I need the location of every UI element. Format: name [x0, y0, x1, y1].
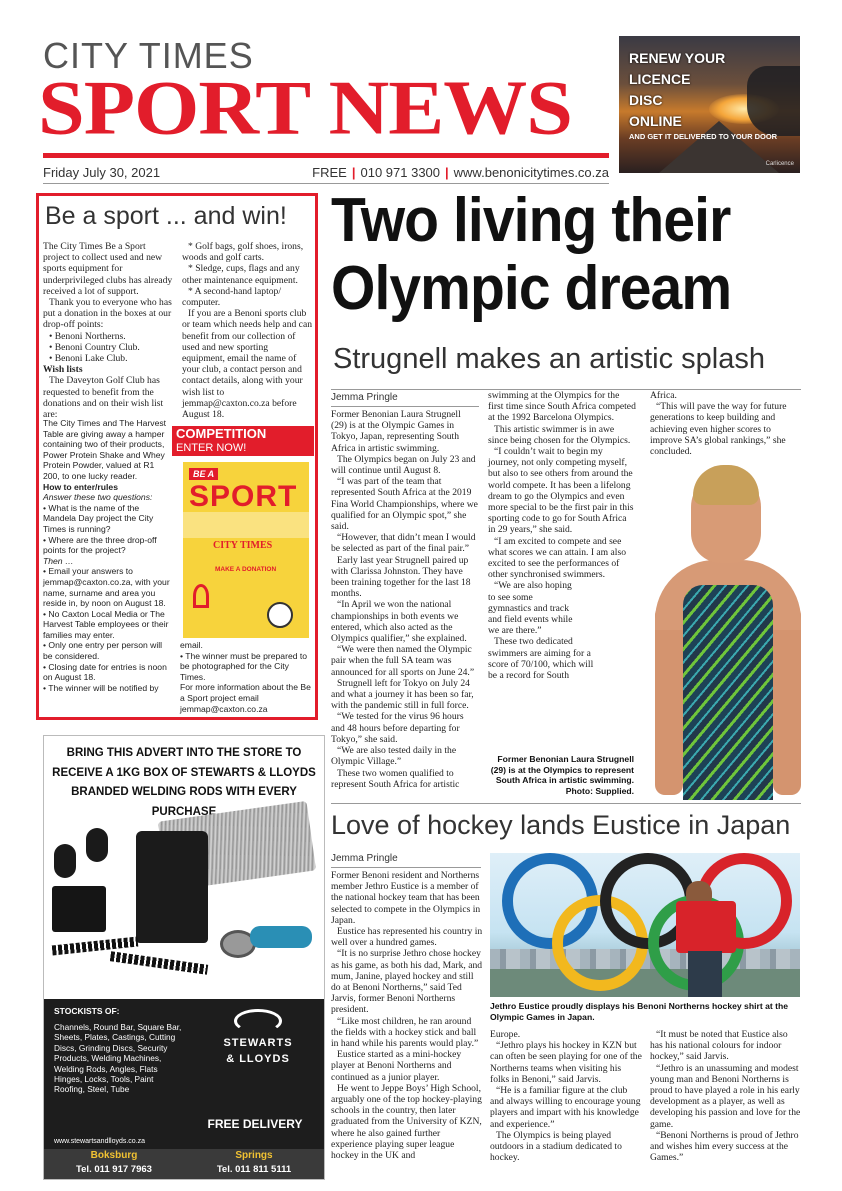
swimmer-arm [773, 605, 801, 795]
rule: • The winner will be notified by [43, 682, 159, 693]
stewarts-website[interactable]: www.stewartsandlloyds.co.za [54, 1138, 146, 1145]
stewarts-ad-header-line: BRANDED WELDING RODS WITH EVERY PURCHASE [71, 786, 297, 818]
remote-icon [54, 844, 76, 878]
hockey-caption: Jethro Eustice proudly displays his Benoni Northerns hockey shirt at the Olympic Games in Japan. [490, 1001, 788, 1022]
website-link[interactable]: www.benonicitytimes.co.za [453, 165, 609, 180]
stewarts-ad-header-line: BRING THIS ADVERT INTO THE STORE TO [66, 747, 302, 759]
paragraph: The Daveyton Golf Club has requested to benefit from the donations and on their wish list are: [43, 375, 164, 421]
stewarts-logo-line2: & LLOYDS [226, 1053, 290, 1065]
soccer-ball-icon [267, 602, 293, 628]
free-delivery-label: FREE DELIVERY [207, 1117, 303, 1131]
answer-questions-label: Answer these two questions: [43, 492, 153, 503]
rule: • The winner must be prepared to be photographed for the City Times. [180, 650, 308, 682]
paragraph: Eustice started as a mini-hockey player at Benoni Northerns and continued as a junior player. [331, 1049, 462, 1083]
branch-name: Boksburg [90, 1150, 138, 1161]
licence-ad-line: ONLINE [629, 113, 682, 129]
competition-intro: The City Times and The Harvest Table are giving away a hamper containing two of their products, Power Protein Shake and Whey Protein Powder, valued at R1 200, to one lucky reader. [43, 418, 167, 481]
paragraph: “I was part of the team that represented South Africa at the 2019 Fina World Championships, where we qualified for an Olympic spot,” she said. [331, 476, 478, 533]
wish-item: * A second-hand laptop/ computer. [182, 285, 281, 309]
wish-item: * Golf bags, golf shoes, irons, woods and golf carts. [182, 241, 304, 264]
paragraph: “We are also tested daily in the Olympic Village.” [331, 745, 457, 768]
licence-ad-line: RENEW YOUR [629, 50, 726, 66]
branch-boksburg [44, 1149, 184, 1177]
swimmer-hair [693, 465, 759, 505]
paragraph: These two dedicated swimmers are aiming for a score of 70/100, which will be a record for South [488, 636, 594, 682]
competition-banner [172, 426, 314, 456]
story1-byline: Jemma Pringle [331, 392, 398, 403]
paragraph: “We are also hoping to see some gymnastics and track and field events while we are there.” [488, 580, 573, 637]
stewarts-logo [204, 1009, 312, 1089]
paragraph: “He is a familiar figure at the club and always willing to encourage young players and impart with his knowledge and experience.” [490, 1085, 641, 1130]
story1-col2 [488, 390, 636, 681]
masthead-city-times: CITY TIMES [43, 35, 254, 76]
dateline: Friday July 30, 2021 FREE | 010 971 3300 | www.benonicitytimes.co.za [43, 165, 609, 180]
paragraph: The City Times Be a Sport project to collect used and new sports equipment for underprivileged clubs has already received a lot of support. [43, 241, 173, 297]
car-graphic [747, 66, 800, 136]
waterfront [490, 969, 800, 997]
branch-bar [44, 1149, 324, 1179]
branch-springs [184, 1149, 324, 1177]
paragraph: He went to Jeppe Boys’ High School, arguably one of the top hockey-playing schools in the country, then later graduated from the University of KZN, where he also gained further experience playing super league hockey in the UK and [331, 1082, 482, 1162]
main-headline [331, 187, 763, 323]
story2-deck: Love of hockey lands Eustice in Japan [331, 810, 791, 840]
paragraph: This artistic swimmer is in awe since being chosen for the Olympics. [488, 423, 631, 446]
paragraph: “Jethro is an unassuming and modest young man and Benoni Northerns is proud to have played a role in his early development as a player, as well as developing his passion and love for the game. [650, 1062, 801, 1130]
byline-rule [331, 867, 481, 868]
story2-col2 [490, 1029, 642, 1163]
rule: • No Caxton Local Media or The Harvest Table employees or their families may enter. [43, 608, 169, 640]
paragraph: Former Benonian Laura Strugnell (29) is at the Olympic Games in Tokyo, Japan, representing South Africa in artistic swimming. [331, 409, 461, 454]
paragraph: Europe. [490, 1029, 521, 1040]
paragraph: Former Benoni resident and Northerns member Jethro Eustice is a member of the national hockey team that has been selected to compete in the Olympics in Japan. [331, 870, 481, 926]
poster-strip [183, 512, 309, 538]
licence-ad-line: LICENCE [629, 71, 691, 87]
paragraph: Thank you to everyone who has put a donation in the boxes at our drop-off points: [43, 297, 172, 331]
paragraph: “Benoni Northerns is proud of Jethro and wishes him every success at the Games.” [650, 1129, 799, 1164]
ribbon-icon [193, 584, 209, 608]
headline-line: Two living their [331, 186, 731, 255]
licence-ad-headline [629, 48, 725, 132]
be-a-sport-poster [183, 462, 309, 638]
paragraph: “I am excited to compete and see what scores we can attain. I am also excited to see the performances of other synchronised swimmers. [488, 535, 626, 581]
paragraph: Eustice has represented his country in well over a hundred games. [331, 926, 483, 949]
be-a-sport-col1 [43, 241, 173, 420]
paragraph: “It is no surprise Jethro chose hockey as his game, as both his dad, Mark, and mum, Janine, played hockey and still do at Benoni Northerns,” said Ted Jarvis, former Benoni Northerns president. [331, 948, 483, 1016]
rule: • Email your answers to jemmap@caxton.co.za, with your name, surname and area you reside in, by noon on August 18. [43, 566, 170, 609]
paragraph: Strugnell left for Tokyo on July 24 and what a journey it has been so far, with the pandemic still in full force. [331, 677, 474, 712]
poster-sport: SPORT [189, 480, 298, 513]
stockists-heading: STOCKISTS OF: [54, 1006, 120, 1016]
branch-name: Springs [235, 1150, 273, 1161]
rule: email. [180, 640, 203, 650]
story1-deck: Strugnell makes an artistic splash [333, 343, 765, 375]
swimmer-arm [655, 605, 683, 795]
branch-phone: Tel. 011 917 7963 [76, 1164, 152, 1175]
question: • What is the name of the Mandela Day project the City Times is running? [43, 502, 154, 534]
section-rule [331, 803, 801, 804]
rule: • Closing date for entries is noon on August 18. [43, 661, 167, 683]
paragraph: Early last year Strugnell paired up with Clarissa Johnston. They have been training together for the last 18 months. [331, 554, 471, 600]
dateline-rule [43, 183, 609, 184]
angle-grinder-image [220, 918, 312, 958]
paragraph: “I couldn’t wait to begin my journey, not only competing myself, but also to see others from around the world compete. It has been a lifelong dream to go the Olympics and even more special to be the first pair in this sporting code to go for South Africa in 29 years,” she said. [488, 446, 634, 536]
paragraph: “This will pave the way for future generations to keep building and achieving even higher scores to improve SA’s global rankings,” she concluded. [650, 401, 787, 458]
paragraph: These two women qualified to represent South Africa for artistic [331, 767, 460, 790]
gear-rack-image [110, 951, 208, 975]
story1-col1 [331, 409, 479, 790]
byline-rule [331, 406, 479, 407]
be-a-sport-heading: Be a sport ... and win! [45, 202, 287, 230]
battery-image [52, 886, 106, 932]
paragraph: swimming at the Olympics for the first time since South Africa competed at the 1992 Barcelona Olympics. [488, 390, 636, 424]
paragraph: “Like most children, he ran around the fields with a hockey stick and ball in hand while his parents would play.” [331, 1015, 479, 1050]
issue-date: Friday July 30, 2021 [43, 165, 161, 180]
then-label: Then … [43, 555, 74, 566]
swirl-icon [234, 1009, 282, 1033]
wish-lists-heading: Wish lists [43, 364, 83, 376]
story2-col3 [650, 1029, 802, 1163]
rule: • Only one entry per person will be considered. [43, 640, 163, 662]
wish-item: * Sledge, cups, flags and any other maintenance equipment. [182, 263, 300, 286]
licence-ad-line: DISC [629, 92, 663, 108]
stewarts-ad-header-line: RECEIVE A 1KG BOX OF STEWARTS & LLOYDS [52, 766, 316, 779]
licence-ad-subline: AND GET IT DELIVERED TO YOUR DOOR [629, 132, 778, 141]
paragraph: “In April we won the national championships in both events we entered, which also acted as the Olympics qualifier,” she explained. [331, 599, 467, 645]
carlicence-logo: Carlicence [765, 161, 794, 167]
gate-motor-image [136, 831, 208, 943]
paragraph: “Jethro plays his hockey in KZN but can often be seen playing for one of the Northerns teams when visiting his folks in Benoni,” said Jarvis. [490, 1040, 642, 1085]
competition-title: COMPETITION [176, 426, 267, 441]
rule: For more information about the Be a Sport project email jemmap@caxton.co.za [180, 682, 311, 714]
paragraph: If you are a Benoni sports club or team which needs help and can benefit from our collection of used and new sporting equipment, email the name of your club, a contact person and contact details, along with your wish list to jemmap@caxton.co.za before August 18. [182, 308, 312, 421]
paragraph: “It must be noted that Eustice also has his national colours for indoor hockey,” said Jarvis. [650, 1029, 788, 1063]
swimsuit [683, 585, 773, 800]
dropoff-point: • Benoni Northerns. [49, 330, 126, 342]
remote-icon [86, 828, 108, 862]
swimmer-photo [655, 455, 801, 800]
price-label: FREE [312, 165, 347, 180]
hockey-photo [490, 853, 800, 997]
phone-number: 010 971 3300 [360, 165, 441, 180]
paragraph: “We tested for the virus 96 hours and 48 hours before departing for Tokyo,” she said. [331, 711, 464, 745]
licence-renewal-ad[interactable] [619, 36, 800, 173]
paragraph: The Olympics began on July 23 and will continue until August 8. [331, 453, 476, 477]
dropoff-point: • Benoni Country Club. [49, 341, 140, 353]
enter-now-label: ENTER NOW! [176, 442, 247, 454]
hockey-shirt [676, 901, 736, 953]
poster-make-donation: MAKE A DONATION [215, 566, 277, 573]
story2-col1 [331, 870, 483, 1161]
masthead-rule [43, 153, 609, 158]
stewarts-lloyds-ad[interactable] [43, 735, 325, 1180]
competition-rules-cont [180, 640, 314, 714]
how-to-enter-heading: How to enter/rules [43, 481, 118, 492]
grinder-body [250, 926, 312, 948]
player-legs [688, 951, 722, 997]
stewarts-logo-line1: STEWARTS [223, 1037, 293, 1049]
paragraph: The Olympics is being played outdoors in a stadium dedicated to hockey. [490, 1129, 622, 1164]
competition-text [43, 418, 173, 693]
stockists-list: Channels, Round Bar, Square Bar, Sheets, Plates, Castings, Cutting Discs, Grinding Discs, Security Products, Welding Machines, Welding Rods, Angles, Flats Hinges, Locks, Tools, Paint Roofing, Steel, Tube [54, 1022, 182, 1095]
masthead-title: SPORT NEWS [38, 65, 572, 151]
poster-city-times-logo: CITY TIMES [213, 540, 273, 551]
swimmer-caption: Former Benonian Laura Strugnell (29) is at the Olympics to represent South Africa in artistic swimming. Photo: Supplied. [490, 754, 634, 796]
paragraph: Africa. [650, 390, 677, 401]
poster-be-a: BE A [189, 468, 218, 480]
question: • Where are the three drop-off points for the project? [43, 534, 157, 556]
dropoff-point: • Benoni Lake Club. [49, 353, 128, 365]
branch-phone: Tel. 011 811 5111 [216, 1164, 292, 1175]
headline-line: Olympic dream [331, 254, 732, 323]
paragraph: “We were then named the Olympic pair when the full SA team was announced for all sports on June 24.” [331, 644, 475, 678]
paragraph: “However, that didn’t mean I would be selected as part of the final pair.” [331, 532, 476, 555]
be-a-sport-col2 [182, 241, 312, 420]
story2-byline: Jemma Pringle [331, 853, 398, 864]
story1-col3 [650, 390, 800, 457]
